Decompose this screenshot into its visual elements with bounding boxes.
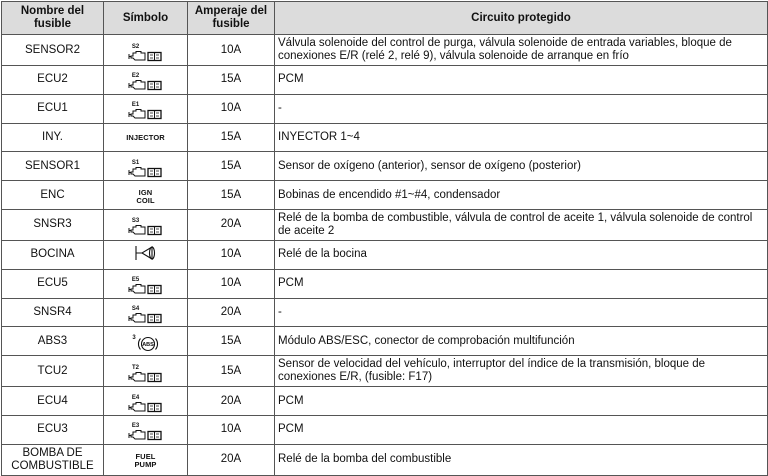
- fuse-amperage: 15A: [188, 152, 275, 181]
- fuse-symbol: [104, 123, 188, 152]
- symbol-subscript: E1: [131, 102, 140, 109]
- symbol-subscript: T2: [131, 364, 139, 371]
- symbol-subscript: 3: [132, 334, 136, 341]
- fuse-symbol: [104, 298, 188, 327]
- fuse-name: ENC: [2, 181, 104, 210]
- table-row: [2, 181, 768, 210]
- header-circuit: Circuito protegido: [275, 2, 768, 35]
- fuse-amperage: 15A: [188, 123, 275, 152]
- fuse-name: ECU2: [2, 66, 104, 95]
- table-row: [2, 94, 768, 123]
- fuse-circuit: PCM: [275, 66, 768, 95]
- table-row: [2, 298, 768, 327]
- abs-icon: [137, 335, 159, 353]
- table-row: [2, 327, 768, 356]
- engine-check-icon: [128, 312, 164, 324]
- fuse-amperage: 15A: [188, 356, 275, 387]
- header-symbol: Símbolo: [104, 2, 188, 35]
- fuse-symbol: [104, 181, 188, 210]
- table-row: [2, 240, 768, 269]
- fuse-name: SNSR4: [2, 298, 104, 327]
- header-fuse-name: Nombre del fusible: [2, 2, 104, 35]
- symbol-text-line-2: COIL: [136, 195, 155, 205]
- fuse-circuit: Bobinas de encendido #1~#4, condensador: [275, 181, 768, 210]
- fuse-name: SNSR3: [2, 209, 104, 240]
- fuse-amperage: 20A: [188, 209, 275, 240]
- fuse-name: INY.: [2, 123, 104, 152]
- symbol-subscript: E2: [131, 73, 140, 80]
- fuse-symbol: [104, 152, 188, 181]
- symbol-text-line-1: FUEL: [135, 452, 156, 462]
- fuse-amperage: 15A: [188, 181, 275, 210]
- fuse-table: [1, 1, 768, 476]
- symbol-subscript: S1: [131, 159, 140, 166]
- fuse-name: SENSOR2: [2, 35, 104, 66]
- symbol-subscript: E4: [131, 394, 140, 401]
- horn-icon: [134, 244, 158, 262]
- engine-check-icon: [128, 50, 164, 62]
- fuse-circuit: Relé de la bocina: [275, 240, 768, 269]
- fuse-circuit: PCM: [275, 415, 768, 444]
- fuse-circuit: -: [275, 94, 768, 123]
- fuse-amperage: 10A: [188, 269, 275, 298]
- fuse-symbol: [104, 327, 188, 356]
- fuse-name: ECU5: [2, 269, 104, 298]
- fuse-name: ECU4: [2, 387, 104, 416]
- table-row: [2, 123, 768, 152]
- engine-check-icon: [128, 429, 164, 441]
- table-row: [2, 269, 768, 298]
- fuse-symbol: [104, 444, 188, 475]
- engine-check-icon: [128, 224, 164, 236]
- table-row: [2, 152, 768, 181]
- fuse-symbol: [104, 387, 188, 416]
- fuse-circuit: PCM: [275, 269, 768, 298]
- fuse-amperage: 20A: [188, 444, 275, 475]
- fuse-symbol: [104, 35, 188, 66]
- table-row: [2, 387, 768, 416]
- table-row: [2, 35, 768, 66]
- symbol-subscript: E5: [131, 277, 140, 284]
- fuse-amperage: 15A: [188, 66, 275, 95]
- fuse-name: SENSOR1: [2, 152, 104, 181]
- fuse-symbol: [104, 240, 188, 269]
- fuse-circuit: Sensor de velocidad del vehículo, interruptor del índice de la transmisión, bloque de conexiones E/R, (fusible: F17): [275, 356, 768, 387]
- fuse-amperage: 10A: [188, 240, 275, 269]
- fuse-symbol: [104, 66, 188, 95]
- fuse-circuit: -: [275, 298, 768, 327]
- table-row: [2, 356, 768, 387]
- engine-check-icon: [128, 401, 164, 413]
- fuse-name: ECU3: [2, 415, 104, 444]
- fuse-symbol: [104, 209, 188, 240]
- table-row: [2, 415, 768, 444]
- fuse-amperage: 15A: [188, 327, 275, 356]
- header-amperage: Amperaje del fusible: [188, 2, 275, 35]
- symbol-text-line-2: PUMP: [134, 460, 157, 470]
- fuse-amperage: 10A: [188, 35, 275, 66]
- fuse-symbol: [104, 269, 188, 298]
- fuse-amperage: 10A: [188, 415, 275, 444]
- table-row: [2, 66, 768, 95]
- fuse-circuit: Relé de la bomba de combustible, válvula de control de aceite 1, válvula solenoide de control de aceite 2: [275, 209, 768, 240]
- fuse-circuit: Válvula solenoide del control de purga, válvula solenoide de entrada variables, bloque de conexiones E/R (relé 2, relé 9), válvula solenoide de arranque en frío: [275, 35, 768, 66]
- symbol-subscript: S3: [131, 218, 140, 225]
- fuse-circuit: Sensor de oxígeno (anterior), sensor de oxígeno (posterior): [275, 152, 768, 181]
- symbol-subscript: S2: [131, 43, 140, 50]
- fuse-symbol: [104, 356, 188, 387]
- symbol-text-line-1: IGN: [138, 187, 153, 197]
- table-header-row: [2, 2, 768, 35]
- fuse-circuit: Módulo ABS/ESC, conector de comprobación multifunción: [275, 327, 768, 356]
- engine-check-icon: [128, 79, 164, 91]
- symbol-subscript: S4: [131, 305, 140, 312]
- table-row: [2, 209, 768, 240]
- fuse-name: BOCINA: [2, 240, 104, 269]
- table-row: [2, 444, 768, 475]
- fuse-amperage: 20A: [188, 387, 275, 416]
- fuse-name: ECU1: [2, 94, 104, 123]
- fuse-amperage: 10A: [188, 94, 275, 123]
- fuse-symbol: [104, 94, 188, 123]
- engine-check-icon: [128, 371, 164, 383]
- engine-check-icon: [128, 283, 164, 295]
- symbol-subscript: E3: [131, 423, 140, 430]
- fuse-circuit: PCM: [275, 387, 768, 416]
- fuse-symbol: [104, 415, 188, 444]
- symbol-text: INJECTOR: [126, 132, 165, 142]
- fuse-name: ABS3: [2, 327, 104, 356]
- engine-check-icon: [128, 166, 164, 178]
- fuse-circuit: Relé de la bomba del combustible: [275, 444, 768, 475]
- fuse-amperage: 20A: [188, 298, 275, 327]
- fuse-name: TCU2: [2, 356, 104, 387]
- abs-icon-label: ABS: [141, 341, 154, 348]
- engine-check-icon: [128, 108, 164, 120]
- fuse-name: BOMBA DE COMBUSTIBLE: [2, 444, 104, 475]
- fuse-circuit: INYECTOR 1~4: [275, 123, 768, 152]
